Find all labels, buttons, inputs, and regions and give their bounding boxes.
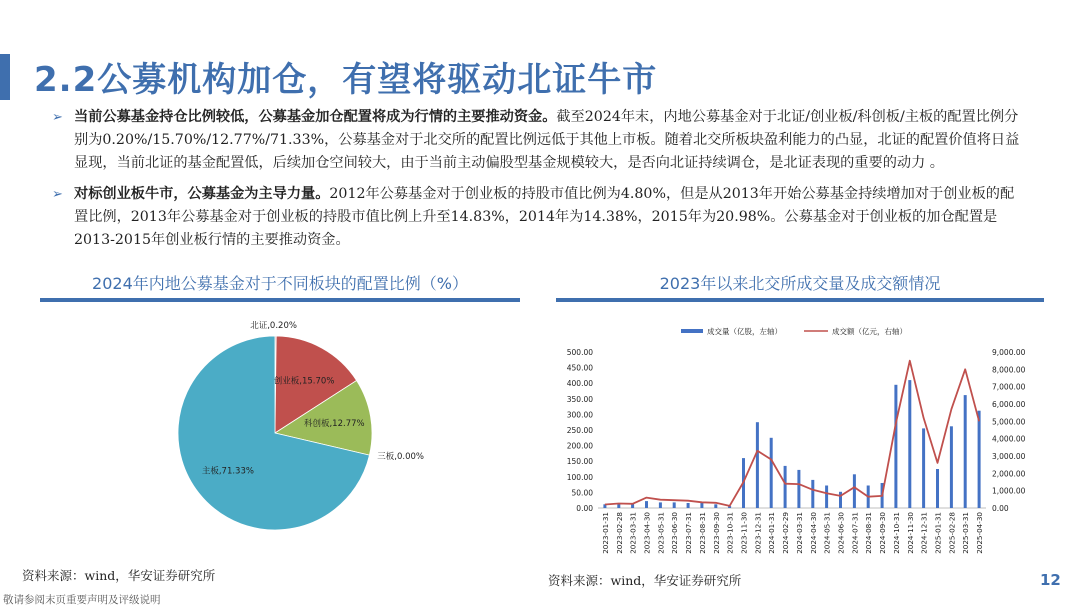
x-axis-tick: 2024-09-30 — [878, 512, 888, 554]
source-note: 资料来源：wind，华安证券研究所 — [548, 573, 742, 588]
x-axis-tick: 2025-04-30 — [975, 512, 985, 554]
bullet-lead: 对标创业板牛市，公募基金为主导力量。 — [74, 186, 330, 202]
pie-chart-title: 2024年内地公募基金对于不同板块的配置比例（%） — [92, 274, 468, 293]
x-axis-tick: 2023-12-31 — [753, 512, 763, 554]
y-axis-left-tick: 50.00 — [571, 488, 593, 498]
volume-bar — [908, 380, 911, 508]
legend-label: 成交额（亿元，右轴） — [832, 327, 907, 336]
x-axis-tick: 2023-07-31 — [684, 512, 694, 554]
x-axis-tick: 2023-08-31 — [697, 512, 707, 554]
x-axis-tick: 2024-01-31 — [767, 512, 777, 554]
y-axis-left-tick: 250.00 — [566, 426, 593, 435]
bullet-lead: 当前公募基金持仓比例较低，公募基金加仓配置将成为行情的主要推动资金。 — [74, 109, 557, 125]
pie-data-label: 创业板,15.70% — [273, 376, 335, 387]
x-axis-tick: 2024-05-31 — [822, 512, 832, 554]
volume-bar — [617, 504, 620, 508]
x-axis-tick: 2023-03-31 — [628, 512, 638, 554]
x-axis-tick: 2025-02-28 — [947, 512, 957, 554]
bar-line-chart — [546, 318, 1026, 566]
pie-data-label: 北证,0.20% — [250, 321, 297, 331]
x-axis-tick: 2023-10-31 — [725, 512, 735, 554]
y-axis-left-tick: 150.00 — [566, 457, 593, 467]
y-axis-right-tick: 0.00 — [992, 504, 1009, 513]
y-axis-right-tick: 7,000.00 — [992, 382, 1026, 392]
volume-bar — [700, 503, 703, 508]
y-axis-right-tick: 6,000.00 — [992, 400, 1026, 409]
x-axis-tick: 2024-12-31 — [919, 512, 929, 554]
arrow-bullet-icon: ➢ — [52, 187, 63, 202]
y-axis-left-tick: 200.00 — [566, 441, 593, 451]
volume-bar — [853, 474, 856, 508]
y-axis-left-tick: 500.00 — [566, 348, 593, 357]
volume-bar — [687, 503, 690, 508]
volume-bar — [756, 422, 759, 508]
volume-bar — [936, 469, 939, 508]
x-axis-tick: 2024-02-29 — [781, 512, 791, 554]
y-axis-left-tick: 100.00 — [566, 472, 593, 482]
legend-bar-swatch — [681, 329, 703, 333]
y-axis-left-tick: 400.00 — [566, 379, 593, 389]
volume-bar — [645, 501, 648, 508]
x-axis-tick: 2025-01-31 — [933, 512, 943, 554]
bullet-item — [52, 183, 1024, 252]
y-axis-right-tick: 9,000.00 — [992, 348, 1026, 357]
volume-bar — [922, 428, 925, 508]
y-axis-left-tick: 450.00 — [566, 363, 593, 373]
pie-data-label: 三板,0.00% — [377, 452, 425, 463]
combo-chart-title: 2023年以来北交所成交量及成交额情况 — [659, 274, 941, 293]
bullet-item — [52, 106, 1024, 175]
y-axis-right-tick: 1,000.00 — [992, 486, 1026, 496]
volume-bar — [659, 502, 662, 508]
x-axis-tick: 2023-04-30 — [642, 512, 652, 554]
volume-bar — [784, 466, 787, 508]
bullet-list — [52, 106, 1024, 260]
y-axis-right-tick: 5,000.00 — [992, 417, 1026, 427]
source-note: 资料来源：wind，华安证券研究所 — [22, 568, 216, 583]
pie-chart — [150, 320, 440, 550]
x-axis-tick: 2024-07-31 — [850, 512, 860, 554]
volume-bar — [770, 438, 773, 508]
title-accent-bar — [0, 54, 10, 100]
volume-bar — [978, 411, 981, 508]
page-number: 12 — [1040, 571, 1061, 589]
x-axis-tick: 2024-03-31 — [794, 512, 804, 554]
pie-data-label: 科创板,12.77% — [303, 418, 365, 429]
x-axis-tick: 2023-02-28 — [614, 512, 624, 554]
panel-divider — [40, 298, 520, 302]
x-axis-tick: 2023-06-30 — [670, 512, 680, 554]
x-axis-tick: 2024-10-31 — [891, 512, 901, 554]
volume-bar — [825, 486, 828, 509]
bullet-text: 2012年公募基金对于创业板的持股市值比例为4.80%，但是从2013年开始公募基金持续增加对于创业板的配置比例，2013年公募基金对于创业板的持股市值比例上升至14.83%，2014年为14.38%，2015年为20.98%。公募基金对于创业板的加仓配置是2013-2015年创业板行情的主要推动资金。 — [74, 186, 1015, 248]
x-axis-tick: 2024-04-30 — [808, 512, 818, 554]
bullet-text: 截至2024年末，内地公募基金对于北证/创业板/科创板/主板的配置比例分别为0.20%/15.70%/12.77%/71.33%，公募基金对于北交所的配置比例远低于其他上市板。随着北交所板块盈利能力的凸显，北证的配置价值将日益显现，当前北证的基金配置低，后续加仓空间较大，由于当前主动偏股型基金规模较大，是否向北证持续调仓，是北证表现的重要的动力 。 — [74, 109, 1020, 171]
y-axis-right-tick: 2,000.00 — [992, 469, 1026, 479]
volume-bar — [964, 395, 967, 508]
y-axis-right-tick: 8,000.00 — [992, 365, 1026, 375]
page-title: 2.2公募机构加仓，有望将驱动北证牛市 — [34, 60, 658, 100]
x-axis-tick: 2024-11-30 — [905, 512, 915, 554]
volume-bar — [894, 385, 897, 508]
x-axis-tick: 2023-11-30 — [739, 512, 749, 554]
volume-bar — [811, 480, 814, 508]
x-axis-tick: 2024-08-31 — [864, 512, 874, 554]
x-axis-tick: 2023-01-31 — [600, 512, 610, 554]
volume-bar — [714, 504, 717, 508]
x-axis-tick: 2023-05-31 — [656, 512, 666, 554]
y-axis-left-tick: 300.00 — [566, 410, 593, 420]
x-axis-tick: 2024-06-30 — [836, 512, 846, 554]
volume-bar — [673, 502, 676, 508]
x-axis-tick: 2025-03-31 — [961, 512, 971, 554]
volume-bar — [950, 426, 953, 508]
x-axis-tick: 2023-09-30 — [711, 512, 721, 554]
pie-data-label: 主板,71.33% — [201, 466, 254, 477]
footer-disclaimer: 敬请参阅末页重要声明及评级说明 — [3, 594, 161, 606]
y-axis-left-tick: 350.00 — [566, 394, 593, 404]
y-axis-left-tick: 0.00 — [576, 504, 593, 513]
volume-bar — [797, 470, 800, 508]
panel-divider — [556, 298, 1044, 302]
legend-label: 成交量（亿股，左轴） — [707, 327, 782, 336]
arrow-bullet-icon: ➢ — [52, 110, 63, 125]
y-axis-right-tick: 3,000.00 — [992, 452, 1026, 461]
y-axis-right-tick: 4,000.00 — [992, 434, 1026, 444]
